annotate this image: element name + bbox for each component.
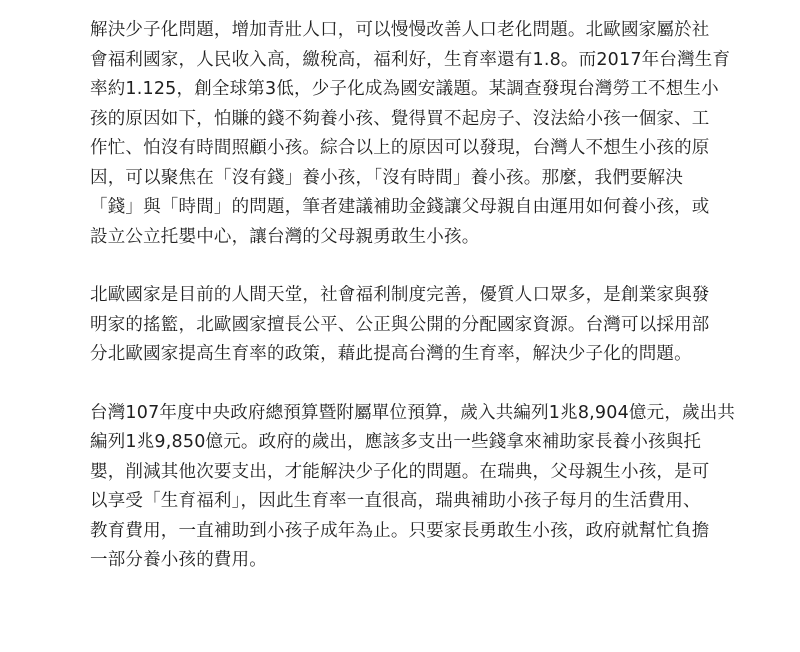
text-line: 設立公立托嬰中心，讓台灣的父母親勇敢生小孩。 bbox=[90, 226, 480, 247]
article-body bbox=[90, 16, 760, 576]
text-line: 編列1兆9,850億元。政府的歲出，應該多支出一些錢拿來補助家長養小孩與托 bbox=[90, 432, 702, 452]
text-line: 作忙、怕沒有時間照顧小孩。綜合以上的原因可以發現，台灣人不想生小孩的原 bbox=[90, 138, 710, 158]
text-line: 因，可以聚焦在「沒有錢」養小孩，「沒有時間」養小孩。那麼，我們要解決 bbox=[90, 167, 684, 188]
text-line: 一部分養小孩的費用。 bbox=[90, 550, 267, 570]
text-line: 以享受「生育福利」，因此生育率一直很高，瑞典補助小孩子每月的生活費用、 bbox=[90, 491, 701, 511]
text-line: 北歐國家是目前的人間天堂，社會福利制度完善，優質人口眾多，是創業家與發 bbox=[90, 285, 710, 305]
text-line: 「錢」與「時間」的問題，筆者建議補助金錢讓父母親自由運用如何養小孩，或 bbox=[90, 197, 710, 217]
paragraph-3 bbox=[90, 399, 760, 576]
text-line: 分北歐國家提高生育率的政策，藉此提高台灣的生育率，解決少子化的問題。 bbox=[90, 344, 692, 364]
text-line: 解決少子化問題，增加青壯人口，可以慢慢改善人口老化問題。北歐國家屬於社 bbox=[90, 20, 710, 40]
text-line: 孩的原因如下，怕賺的錢不夠養小孩、覺得買不起房子、沒法給小孩一個家、工 bbox=[90, 108, 710, 129]
text-line: 明家的搖籃，北歐國家擅長公平、公正與公開的分配國家資源。台灣可以採用部 bbox=[90, 314, 710, 335]
paragraph-2 bbox=[90, 281, 760, 370]
text-line: 嬰，削減其他次要支出，才能解決少子化的問題。在瑞典，父母親生小孩，是可 bbox=[90, 461, 710, 482]
text-line: 會福利國家，人民收入高，繳稅高，福利好，生育率還有1.8。而2017年台灣生育 bbox=[90, 49, 731, 70]
text-line: 台灣107年度中央政府總預算暨附屬單位預算，歲入共編列1兆8,904億元，歲出共 bbox=[90, 402, 736, 423]
paragraph-1 bbox=[90, 16, 760, 252]
text-line: 教育費用，一直補助到小孩子成年為止。只要家長勇敢生小孩，政府就幫忙負擔 bbox=[90, 520, 710, 541]
text-line: 率約1.125，創全球第3低，少子化成為國安議題。某調查發現台灣勞工不想生小 bbox=[90, 79, 719, 99]
